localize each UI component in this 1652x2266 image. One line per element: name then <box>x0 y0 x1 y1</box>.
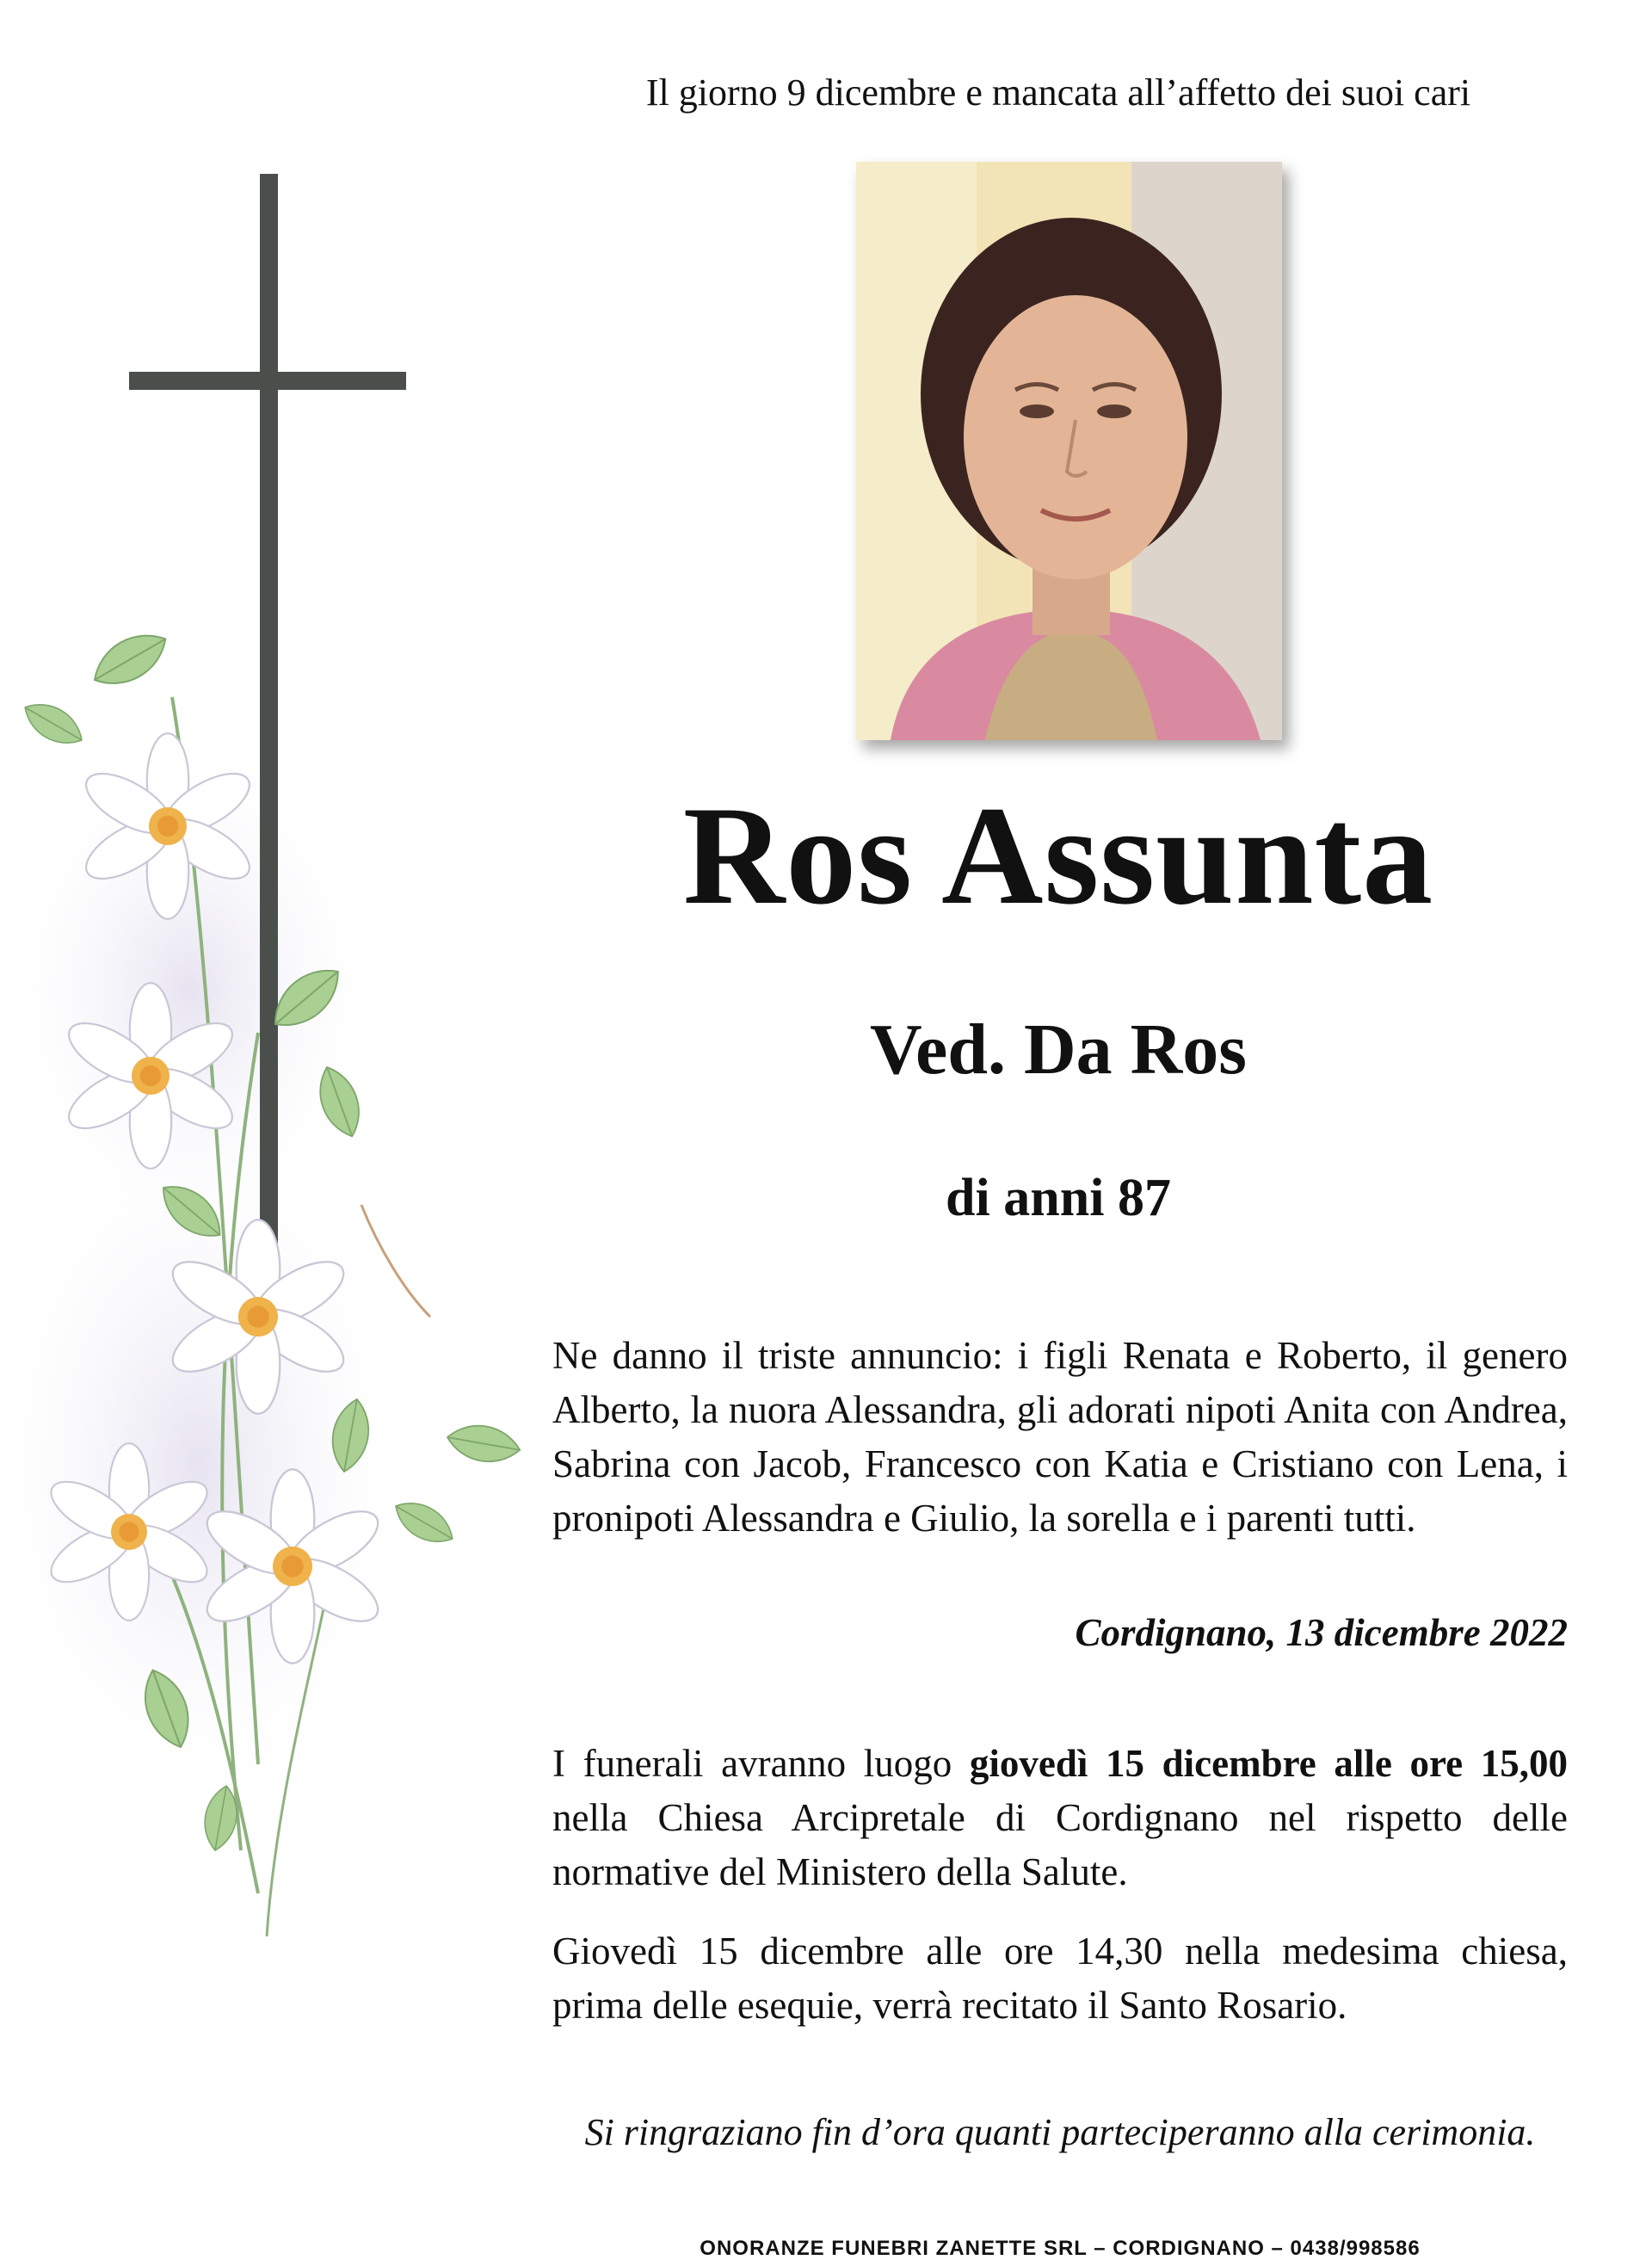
funeral-datetime: giovedì 15 dicembre alle ore 15,00 <box>969 1742 1568 1785</box>
funeral-suffix: nella Chiesa Arcipretale di Cordignano nel rispetto delle normative del Ministero della Salute. <box>552 1796 1568 1893</box>
announcement-paragraph: Ne danno il triste annuncio: i figli Renata e Roberto, il genero Alberto, la nuora Alessandra, gli adorati nipoti Anita con Andrea, Sabrina con Jacob, Francesco con Katia e Cristiano con Lena, i pronipoti Alessandra e Giulio, la sorella e i parenti tutti. <box>552 1334 1568 1540</box>
widow-of: Ved. Da Ros <box>870 1010 1247 1090</box>
thanks-line: Si ringraziano fin d’ora quanti parteciperanno alla cerimonia. <box>584 2111 1536 2153</box>
place-date: Cordignano, 13 dicembre 2022 <box>1075 1611 1568 1654</box>
funeral-home-footer: ONORANZE FUNEBRI ZANETTE SRL – CORDIGNANO – 0438/998586 <box>700 2237 1421 2260</box>
age: di anni 87 <box>946 1169 1171 1227</box>
rosary-paragraph: Giovedì 15 dicembre alle ore 14,30 nella medesima chiesa, prima delle esequie, verrà recitato il Santo Rosario. <box>552 1929 1568 2027</box>
deceased-name: Ros Assunta <box>682 778 1434 934</box>
intro-line: Il giorno 9 dicembre e mancata all’affetto dei suoi cari <box>645 71 1471 114</box>
cross-flowers-illustration <box>0 129 551 2065</box>
funeral-prefix: I funerali avranno luogo <box>552 1742 970 1785</box>
portrait-photo <box>856 162 1282 740</box>
funeral-paragraph <box>552 1737 1568 1899</box>
